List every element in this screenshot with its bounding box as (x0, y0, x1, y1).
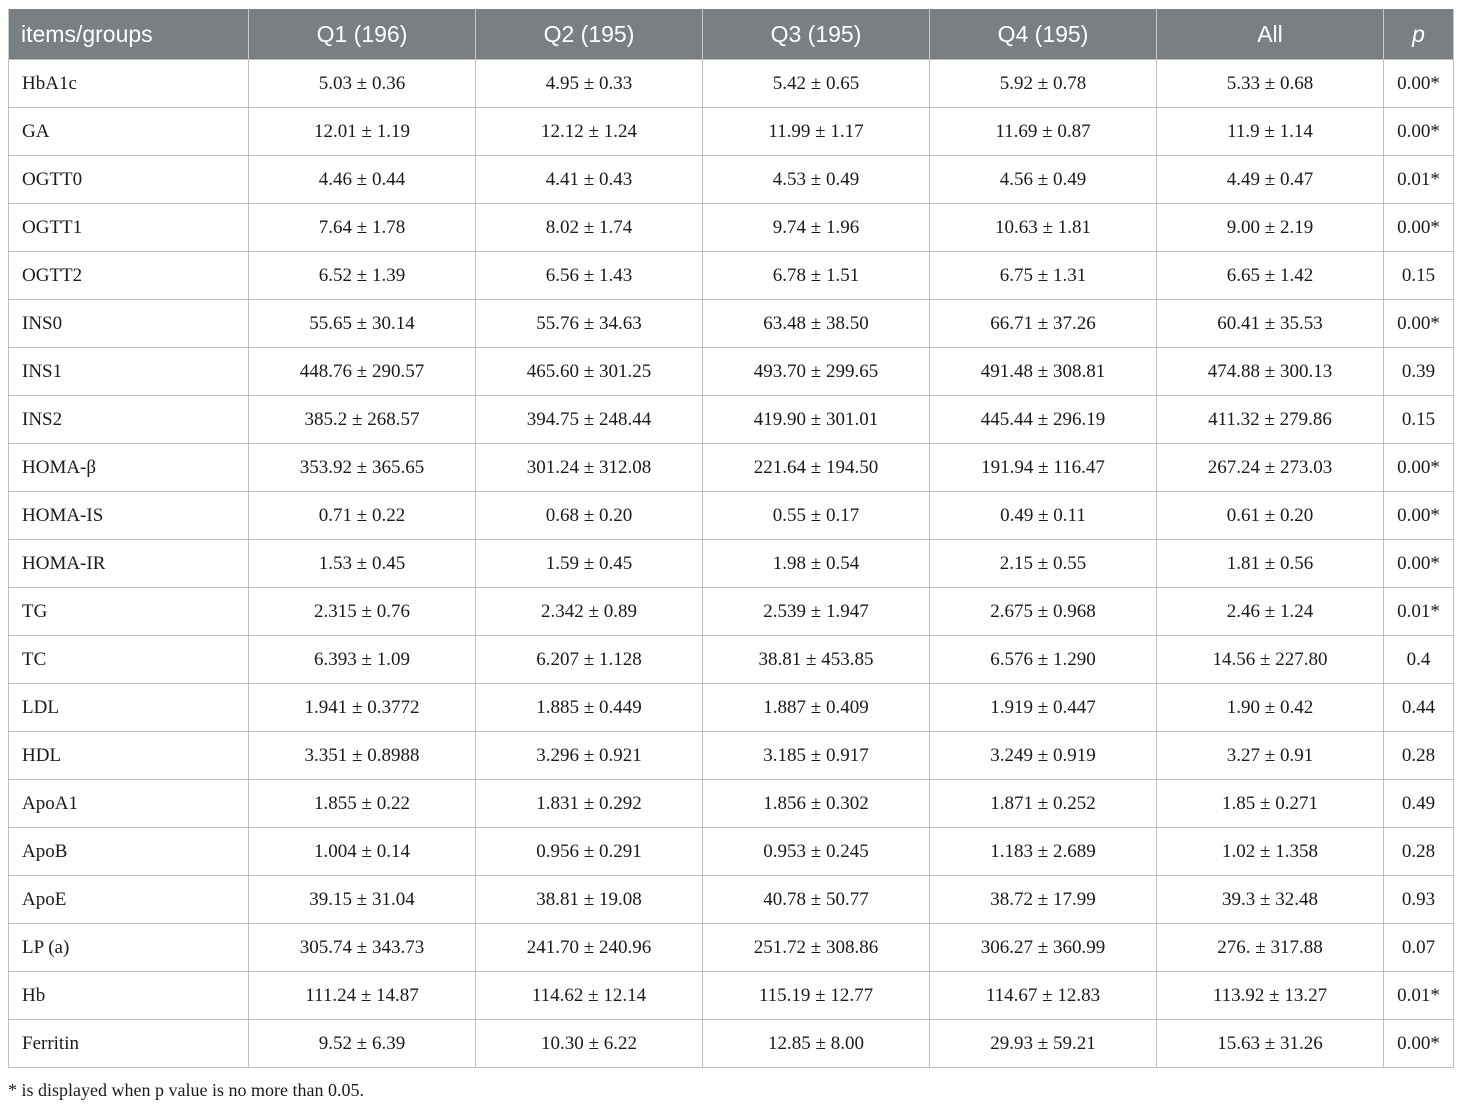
table-row (9, 60, 1454, 108)
cell-q3: 12.85 ± 8.00 (703, 1020, 930, 1068)
row-label: Hb (9, 972, 249, 1020)
cell-q2: 4.41 ± 0.43 (476, 156, 703, 204)
table-row (9, 588, 1454, 636)
cell-q4: 29.93 ± 59.21 (930, 1020, 1157, 1068)
table-row (9, 780, 1454, 828)
row-label: HDL (9, 732, 249, 780)
table-row (9, 684, 1454, 732)
cell-q1: 1.53 ± 0.45 (249, 540, 476, 588)
header-items-groups: items/groups (9, 9, 249, 60)
cell-p-value: 0.00* (1384, 300, 1454, 348)
cell-all: 276. ± 317.88 (1157, 924, 1384, 972)
cell-all: 1.90 ± 0.42 (1157, 684, 1384, 732)
cell-p-value: 0.28 (1384, 828, 1454, 876)
cell-q4: 6.576 ± 1.290 (930, 636, 1157, 684)
table-row (9, 972, 1454, 1020)
cell-p-value: 0.00* (1384, 204, 1454, 252)
cell-q1: 7.64 ± 1.78 (249, 204, 476, 252)
row-label: HOMA-IR (9, 540, 249, 588)
cell-p-value: 0.28 (1384, 732, 1454, 780)
cell-q2: 4.95 ± 0.33 (476, 60, 703, 108)
table-row (9, 252, 1454, 300)
cell-q4: 10.63 ± 1.81 (930, 204, 1157, 252)
cell-q3: 63.48 ± 38.50 (703, 300, 930, 348)
table-row (9, 396, 1454, 444)
cell-q2: 38.81 ± 19.08 (476, 876, 703, 924)
cell-p-value: 0.44 (1384, 684, 1454, 732)
cell-q1: 1.941 ± 0.3772 (249, 684, 476, 732)
cell-q2: 114.62 ± 12.14 (476, 972, 703, 1020)
cell-q2: 394.75 ± 248.44 (476, 396, 703, 444)
cell-q1: 4.46 ± 0.44 (249, 156, 476, 204)
cell-q1: 5.03 ± 0.36 (249, 60, 476, 108)
cell-p-value: 0.4 (1384, 636, 1454, 684)
row-label: ApoE (9, 876, 249, 924)
cell-p-value: 0.49 (1384, 780, 1454, 828)
cell-q4: 306.27 ± 360.99 (930, 924, 1157, 972)
cell-q4: 1.183 ± 2.689 (930, 828, 1157, 876)
cell-q4: 6.75 ± 1.31 (930, 252, 1157, 300)
cell-q2: 12.12 ± 1.24 (476, 108, 703, 156)
table-row (9, 924, 1454, 972)
cell-q3: 0.953 ± 0.245 (703, 828, 930, 876)
cell-q3: 251.72 ± 308.86 (703, 924, 930, 972)
cell-all: 3.27 ± 0.91 (1157, 732, 1384, 780)
row-label: GA (9, 108, 249, 156)
cell-q4: 0.49 ± 0.11 (930, 492, 1157, 540)
cell-q1: 6.52 ± 1.39 (249, 252, 476, 300)
cell-q4: 445.44 ± 296.19 (930, 396, 1157, 444)
cell-q2: 1.885 ± 0.449 (476, 684, 703, 732)
cell-p-value: 0.00* (1384, 1020, 1454, 1068)
cell-q4: 66.71 ± 37.26 (930, 300, 1157, 348)
table-footnote: * is displayed when p value is no more than 0.05. (8, 1080, 364, 1100)
cell-all: 15.63 ± 31.26 (1157, 1020, 1384, 1068)
cell-p-value: 0.01* (1384, 972, 1454, 1020)
cell-all: 4.49 ± 0.47 (1157, 156, 1384, 204)
cell-q4: 38.72 ± 17.99 (930, 876, 1157, 924)
cell-all: 11.9 ± 1.14 (1157, 108, 1384, 156)
row-label: HOMA-β (9, 444, 249, 492)
cell-all: 2.46 ± 1.24 (1157, 588, 1384, 636)
cell-q1: 3.351 ± 0.8988 (249, 732, 476, 780)
cell-q4: 1.919 ± 0.447 (930, 684, 1157, 732)
cell-all: 9.00 ± 2.19 (1157, 204, 1384, 252)
cell-q4: 491.48 ± 308.81 (930, 348, 1157, 396)
cell-all: 60.41 ± 35.53 (1157, 300, 1384, 348)
cell-q2: 6.56 ± 1.43 (476, 252, 703, 300)
cell-p-value: 0.00* (1384, 60, 1454, 108)
row-label: OGTT2 (9, 252, 249, 300)
cell-all: 1.02 ± 1.358 (1157, 828, 1384, 876)
cell-p-value: 0.07 (1384, 924, 1454, 972)
row-label: HbA1c (9, 60, 249, 108)
cell-q3: 6.78 ± 1.51 (703, 252, 930, 300)
table-row (9, 156, 1454, 204)
cell-q2: 6.207 ± 1.128 (476, 636, 703, 684)
row-label: INS0 (9, 300, 249, 348)
cell-q1: 1.004 ± 0.14 (249, 828, 476, 876)
cell-p-value: 0.15 (1384, 396, 1454, 444)
row-label: OGTT0 (9, 156, 249, 204)
cell-q3: 0.55 ± 0.17 (703, 492, 930, 540)
cell-q3: 5.42 ± 0.65 (703, 60, 930, 108)
cell-q4: 3.249 ± 0.919 (930, 732, 1157, 780)
row-label: ApoB (9, 828, 249, 876)
cell-q4: 1.871 ± 0.252 (930, 780, 1157, 828)
cell-q1: 448.76 ± 290.57 (249, 348, 476, 396)
cell-q1: 111.24 ± 14.87 (249, 972, 476, 1020)
cell-p-value: 0.01* (1384, 588, 1454, 636)
cell-q2: 8.02 ± 1.74 (476, 204, 703, 252)
cell-q2: 1.831 ± 0.292 (476, 780, 703, 828)
cell-q2: 1.59 ± 0.45 (476, 540, 703, 588)
cell-q2: 3.296 ± 0.921 (476, 732, 703, 780)
cell-q3: 493.70 ± 299.65 (703, 348, 930, 396)
table-row (9, 444, 1454, 492)
cell-q4: 191.94 ± 116.47 (930, 444, 1157, 492)
cell-q2: 10.30 ± 6.22 (476, 1020, 703, 1068)
cell-q3: 1.856 ± 0.302 (703, 780, 930, 828)
table-row (9, 732, 1454, 780)
row-label: TC (9, 636, 249, 684)
cell-q1: 39.15 ± 31.04 (249, 876, 476, 924)
header-q1: Q1 (196) (249, 9, 476, 60)
cell-q1: 6.393 ± 1.09 (249, 636, 476, 684)
table-row (9, 876, 1454, 924)
cell-all: 6.65 ± 1.42 (1157, 252, 1384, 300)
cell-q4: 2.15 ± 0.55 (930, 540, 1157, 588)
cell-q1: 55.65 ± 30.14 (249, 300, 476, 348)
cell-all: 1.81 ± 0.56 (1157, 540, 1384, 588)
cell-all: 39.3 ± 32.48 (1157, 876, 1384, 924)
cell-all: 113.92 ± 13.27 (1157, 972, 1384, 1020)
row-label: TG (9, 588, 249, 636)
cell-q2: 2.342 ± 0.89 (476, 588, 703, 636)
row-label: LDL (9, 684, 249, 732)
cell-q3: 221.64 ± 194.50 (703, 444, 930, 492)
table-row (9, 300, 1454, 348)
cell-all: 474.88 ± 300.13 (1157, 348, 1384, 396)
cell-p-value: 0.00* (1384, 444, 1454, 492)
cell-q3: 11.99 ± 1.17 (703, 108, 930, 156)
cell-p-value: 0.39 (1384, 348, 1454, 396)
cell-q3: 9.74 ± 1.96 (703, 204, 930, 252)
cell-p-value: 0.00* (1384, 540, 1454, 588)
cell-q3: 3.185 ± 0.917 (703, 732, 930, 780)
row-label: Ferritin (9, 1020, 249, 1068)
cell-all: 1.85 ± 0.271 (1157, 780, 1384, 828)
table-row (9, 348, 1454, 396)
data-table-container (8, 9, 1453, 1068)
cell-q2: 55.76 ± 34.63 (476, 300, 703, 348)
row-label: INS1 (9, 348, 249, 396)
row-label: LP (a) (9, 924, 249, 972)
row-label: HOMA-IS (9, 492, 249, 540)
cell-q4: 11.69 ± 0.87 (930, 108, 1157, 156)
cell-all: 411.32 ± 279.86 (1157, 396, 1384, 444)
header-q3: Q3 (195) (703, 9, 930, 60)
cell-q1: 305.74 ± 343.73 (249, 924, 476, 972)
cell-q2: 0.956 ± 0.291 (476, 828, 703, 876)
header-p-value: p (1384, 9, 1454, 60)
cell-q1: 0.71 ± 0.22 (249, 492, 476, 540)
cell-p-value: 0.93 (1384, 876, 1454, 924)
cell-q2: 241.70 ± 240.96 (476, 924, 703, 972)
cell-q3: 4.53 ± 0.49 (703, 156, 930, 204)
cell-q3: 2.539 ± 1.947 (703, 588, 930, 636)
cell-p-value: 0.00* (1384, 108, 1454, 156)
cell-q1: 9.52 ± 6.39 (249, 1020, 476, 1068)
cell-q1: 385.2 ± 268.57 (249, 396, 476, 444)
table-row (9, 108, 1454, 156)
cell-q1: 1.855 ± 0.22 (249, 780, 476, 828)
cell-q1: 2.315 ± 0.76 (249, 588, 476, 636)
cell-all: 0.61 ± 0.20 (1157, 492, 1384, 540)
cell-q3: 115.19 ± 12.77 (703, 972, 930, 1020)
header-q2: Q2 (195) (476, 9, 703, 60)
cell-p-value: 0.15 (1384, 252, 1454, 300)
header-row (9, 9, 1454, 60)
cell-all: 14.56 ± 227.80 (1157, 636, 1384, 684)
cell-q3: 40.78 ± 50.77 (703, 876, 930, 924)
cell-q2: 301.24 ± 312.08 (476, 444, 703, 492)
cell-q3: 419.90 ± 301.01 (703, 396, 930, 444)
header-all: All (1157, 9, 1384, 60)
cell-q4: 2.675 ± 0.968 (930, 588, 1157, 636)
row-label: ApoA1 (9, 780, 249, 828)
table-row (9, 540, 1454, 588)
data-table (8, 9, 1454, 1068)
cell-q3: 38.81 ± 453.85 (703, 636, 930, 684)
cell-q4: 4.56 ± 0.49 (930, 156, 1157, 204)
cell-p-value: 0.00* (1384, 492, 1454, 540)
cell-all: 5.33 ± 0.68 (1157, 60, 1384, 108)
table-body (9, 60, 1454, 1068)
table-row (9, 828, 1454, 876)
table-row (9, 204, 1454, 252)
row-label: OGTT1 (9, 204, 249, 252)
header-q4: Q4 (195) (930, 9, 1157, 60)
cell-q3: 1.887 ± 0.409 (703, 684, 930, 732)
cell-q4: 114.67 ± 12.83 (930, 972, 1157, 1020)
cell-q1: 12.01 ± 1.19 (249, 108, 476, 156)
table-row (9, 1020, 1454, 1068)
table-row (9, 492, 1454, 540)
table-row (9, 636, 1454, 684)
cell-all: 267.24 ± 273.03 (1157, 444, 1384, 492)
cell-q2: 465.60 ± 301.25 (476, 348, 703, 396)
cell-p-value: 0.01* (1384, 156, 1454, 204)
row-label: INS2 (9, 396, 249, 444)
cell-q3: 1.98 ± 0.54 (703, 540, 930, 588)
cell-q1: 353.92 ± 365.65 (249, 444, 476, 492)
cell-q4: 5.92 ± 0.78 (930, 60, 1157, 108)
cell-q2: 0.68 ± 0.20 (476, 492, 703, 540)
